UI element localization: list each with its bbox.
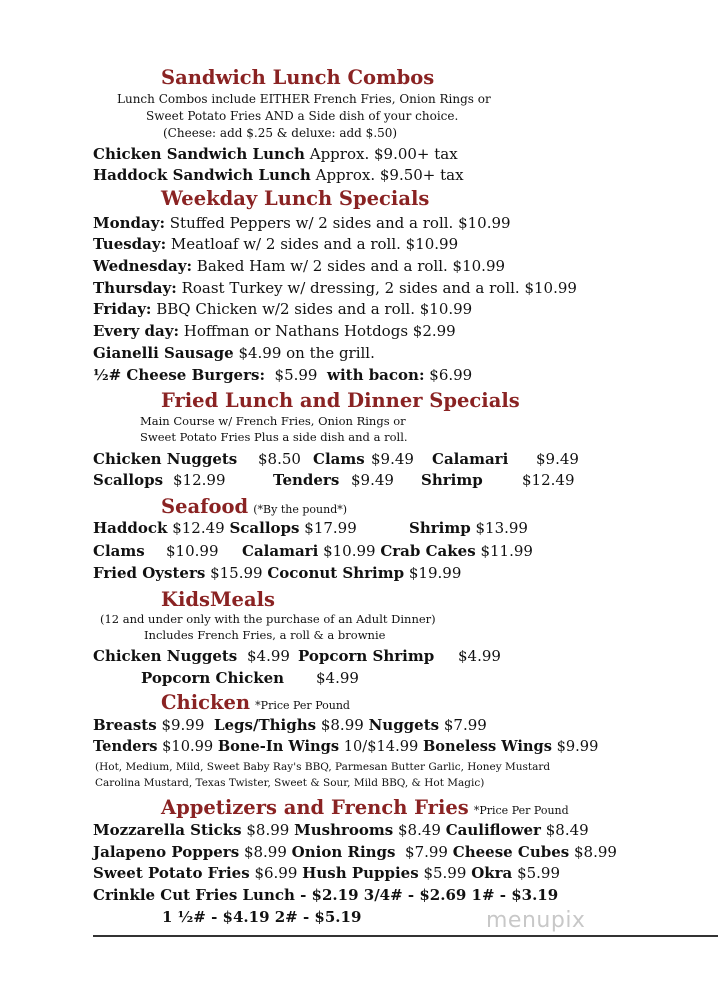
everyday-line <box>93 324 456 339</box>
item-price: $7.99 <box>405 843 448 861</box>
section-title: Chicken <box>161 691 251 714</box>
item-name: Boneless Wings <box>422 738 552 755</box>
day-label: Every day: <box>93 322 179 340</box>
item-name: Gianelli Sausage <box>93 344 234 362</box>
item-price: $12.99 <box>173 471 226 489</box>
bottom-divider <box>93 935 718 937</box>
item-name: Mushrooms <box>294 821 394 839</box>
item-price: $9.99 <box>556 738 599 755</box>
sandwich-note-1: Lunch Combos include EITHER French Fries, Onion Rings or <box>117 92 491 106</box>
appetizers-heading <box>161 798 569 818</box>
fried-heading: Fried Lunch and Dinner Specials <box>161 389 520 412</box>
item-name: Haddock <box>93 519 168 537</box>
appetizers-row-1 <box>93 823 589 838</box>
day-label: Wednesday: <box>93 257 193 275</box>
section-note: (*By the pound*) <box>253 503 348 516</box>
item-name: Cheese Cubes <box>452 843 570 861</box>
item-name: Clams <box>93 542 145 560</box>
fried-note-2: Sweet Potato Fries Plus a side dish and a roll. <box>140 430 408 444</box>
day-special: Roast Turkey w/ dressing, 2 sides and a roll. $10.99 <box>181 279 577 297</box>
appetizers-row-2 <box>93 845 617 860</box>
kids-heading: KidsMeals <box>161 588 275 611</box>
item-name: Bone-In Wings <box>217 738 340 755</box>
item-name: Okra <box>471 864 513 882</box>
chicken-row-1 <box>93 718 487 733</box>
seafood-row-3 <box>93 566 461 581</box>
item-price: $12.49 <box>172 519 225 537</box>
item-price: $7.99 <box>443 716 487 734</box>
item-price: $8.99 <box>320 716 364 734</box>
gianelli-line <box>93 346 375 361</box>
item-price: $6.99 <box>254 864 298 882</box>
item-price: $5.99 <box>274 366 318 384</box>
item-name: Sweet Potato Fries <box>93 864 250 882</box>
item-name: Cauliflower <box>445 821 541 839</box>
item-price: $8.99 <box>243 843 287 861</box>
item-price: $8.49 <box>397 821 441 839</box>
item-price: $10.99 <box>162 738 214 755</box>
kids-note-1: (12 and under only with the purchase of an Adult Dinner) <box>100 612 436 626</box>
crinkle-fries-line: Crinkle Cut Fries Lunch - $2.19 3/4# - $2.69 1# - $3.19 <box>93 886 559 904</box>
item-price: Approx. $9.50+ tax <box>315 166 464 184</box>
day-label: Thursday: <box>93 279 177 297</box>
item-price: $11.99 <box>480 542 533 560</box>
day-label: Tuesday: <box>93 235 167 253</box>
item-price: 10/$14.99 <box>343 738 419 755</box>
item-price: $8.49 <box>545 821 589 839</box>
item-price: $8.99 <box>246 821 290 839</box>
item-name: Shrimp <box>421 471 483 489</box>
day-label: Monday: <box>93 214 165 232</box>
item-price: $17.99 <box>304 519 357 537</box>
item-name: ½# Cheese Burgers: <box>93 366 265 384</box>
item-name: Nuggets <box>368 716 440 734</box>
item-price: $5.99 <box>517 864 561 882</box>
chicken-sandwich-line <box>93 147 458 162</box>
weekday-heading: Weekday Lunch Specials <box>161 187 430 210</box>
section-note: *Price Per Pound <box>473 804 569 817</box>
item-price: $4.99 <box>247 647 290 665</box>
watermark: menupix <box>486 908 586 933</box>
thursday-line <box>93 281 577 296</box>
day-special: Hoffman or Nathans Hotdogs $2.99 <box>183 322 456 340</box>
item-name: Shrimp <box>409 519 471 537</box>
tuesday-line <box>93 237 458 252</box>
day-special: Baked Ham w/ 2 sides and a roll. $10.99 <box>196 257 506 275</box>
item-price: Approx. $9.00+ tax <box>309 145 458 163</box>
item-price: $4.99 <box>316 669 359 687</box>
day-label: Friday: <box>93 300 152 318</box>
fried-note-1: Main Course w/ French Fries, Onion Rings or <box>140 414 406 428</box>
item-name: Scallops <box>229 519 300 537</box>
chicken-sauces-1: (Hot, Medium, Mild, Sweet Baby Ray's BBQ, Parmesan Butter Garlic, Honey Mustard <box>95 761 551 773</box>
day-special: Stuffed Peppers w/ 2 sides and a roll. $10.99 <box>169 214 511 232</box>
item-detail: $4.99 on the grill. <box>238 344 375 362</box>
haddock-sandwich-line <box>93 168 464 183</box>
seafood-row-1 <box>93 521 357 536</box>
item-name: Crab Cakes <box>380 542 476 560</box>
monday-line <box>93 216 511 231</box>
chicken-heading <box>161 693 350 713</box>
seafood-row-2b <box>242 544 533 559</box>
item-price: $5.99 <box>423 864 467 882</box>
item-name: Popcorn Shrimp <box>298 647 435 665</box>
item-name: Haddock Sandwich Lunch <box>93 166 311 184</box>
sandwich-note-3: (Cheese: add $.25 & deluxe: add $.50) <box>163 126 398 140</box>
item-name: Breasts <box>93 716 157 734</box>
item-price: $8.50 <box>258 450 301 468</box>
item-price: $8.99 <box>574 843 617 861</box>
item-name: Mozzarella Sticks <box>93 821 242 839</box>
kids-note-2: Includes French Fries, a roll & a brownie <box>144 628 386 642</box>
item-price: $9.49 <box>351 471 394 489</box>
item-name: Chicken Nuggets <box>93 647 238 665</box>
item-price: $6.99 <box>429 366 473 384</box>
item-price: $13.99 <box>475 519 528 537</box>
item-price: $19.99 <box>408 564 462 582</box>
item-name: Calamari <box>432 450 509 468</box>
item-name: Calamari <box>242 542 319 560</box>
item-name: Tenders <box>93 738 158 755</box>
item-price: $4.99 <box>458 647 501 665</box>
item-price: $9.99 <box>161 716 205 734</box>
item-name: Jalapeno Poppers <box>93 843 240 861</box>
item-price: $9.49 <box>536 450 579 468</box>
item-name: Tenders <box>273 471 340 489</box>
item-name: Coconut Shrimp <box>267 564 405 582</box>
section-title: Appetizers and French Fries <box>161 796 469 819</box>
friday-line <box>93 302 472 317</box>
item-price: $15.99 <box>210 564 263 582</box>
seafood-heading <box>161 497 347 517</box>
item-name: Chicken Sandwich Lunch <box>93 145 305 163</box>
item-name: Chicken Nuggets <box>93 450 238 468</box>
item-name: Onion Rings <box>291 843 396 861</box>
section-note: *Price Per Pound <box>255 699 350 712</box>
day-special: Meatloaf w/ 2 sides and a roll. $10.99 <box>170 235 459 253</box>
sandwich-heading: Sandwich Lunch Combos <box>161 66 435 89</box>
item-name: with bacon: <box>327 366 425 384</box>
appetizers-row-3 <box>93 866 560 881</box>
item-name: Fried Oysters <box>93 564 206 582</box>
section-title: Seafood <box>161 495 249 518</box>
item-price: $10.99 <box>323 542 376 560</box>
seafood-row-1b <box>409 521 528 536</box>
item-name: Popcorn Chicken <box>141 669 285 687</box>
item-price: $12.49 <box>522 471 575 489</box>
crinkle-fries-line-2: 1 ½# - $4.19 2# - $5.19 <box>162 908 362 926</box>
chicken-sauces-2: Carolina Mustard, Texas Twister, Sweet & Sour, Mild BBQ, & Hot Magic) <box>95 777 485 789</box>
item-name: Legs/Thighs <box>213 716 317 734</box>
sandwich-note-2: Sweet Potato Fries AND a Side dish of your choice. <box>146 109 459 123</box>
item-price: $10.99 <box>166 542 219 560</box>
burger-line <box>93 368 472 383</box>
item-name: Scallops <box>93 471 164 489</box>
chicken-row-2 <box>93 740 598 755</box>
item-price: $9.49 <box>371 450 414 468</box>
wednesday-line <box>93 259 505 274</box>
item-name: Hush Puppies <box>302 864 419 882</box>
item-name: Clams <box>313 450 365 468</box>
day-special: BBQ Chicken w/2 sides and a roll. $10.99 <box>156 300 473 318</box>
